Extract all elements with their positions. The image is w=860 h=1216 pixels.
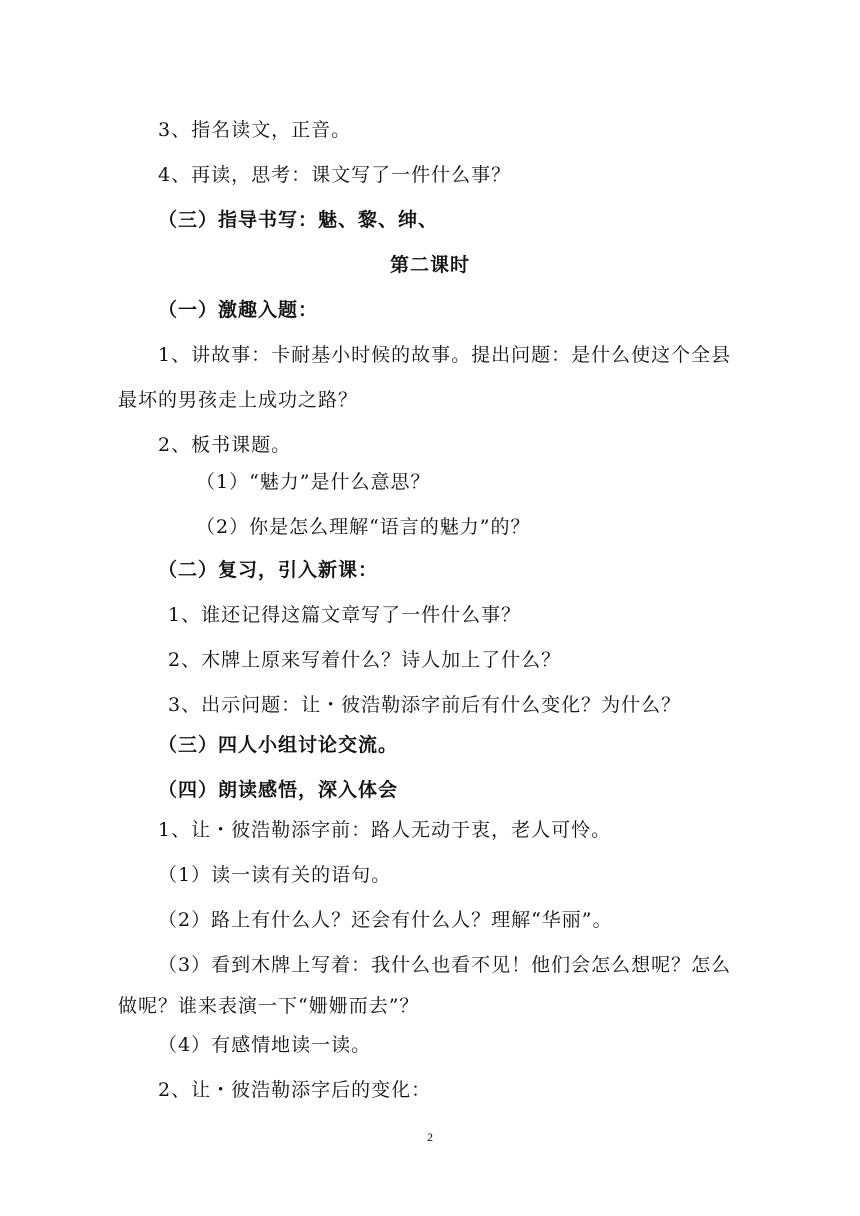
paragraph-line: 2、让・彼浩勒添字后的变化： (158, 1079, 432, 1101)
paragraph-line: 2、板书课题。 (158, 434, 292, 456)
paragraph-line: 1、让・彼浩勒添字前：路人无动于衷，老人可怜。 (158, 819, 612, 841)
paragraph-line: 3、出示问题：让・彼浩勒添字前后有什么变化？为什么？ (168, 694, 682, 716)
section-heading: （四）朗读感悟，深入体会 (158, 779, 399, 801)
paragraph-line: 1、谁还记得这篇文章写了一件什么事？ (168, 604, 522, 626)
paragraph-line: 4、再读，思考：课文写了一件什么事？ (158, 164, 512, 186)
paragraph-line: 做呢？谁来表演一下“姗姗而去”？ (118, 995, 420, 1017)
paragraph-line: （2）路上有什么人？还会有什么人？理解“华丽”。 (158, 909, 613, 931)
paragraph-line: （2）你是怎么理解“语言的魅力”的？ (196, 516, 531, 538)
page-number: 2 (427, 1130, 433, 1144)
section-heading: （一）激趣入题： (158, 299, 319, 321)
paragraph-line: （3）看到木牌上写着：我什么也看不见！他们会怎么想呢？怎么 (158, 954, 732, 976)
paragraph-line: 最坏的男孩走上成功之路？ (118, 389, 359, 411)
section-heading: （二）复习，引入新课： (158, 559, 379, 581)
paragraph-line: 1、讲故事：卡耐基小时候的故事。提出问题：是什么使这个全县 (158, 344, 732, 366)
paragraph-line: （1）“魅力”是什么意思？ (196, 471, 431, 493)
paragraph-line: （1）读一读有关的语句。 (158, 864, 392, 886)
lesson-title: 第二课时 (389, 254, 470, 276)
paragraph-line: 2、木牌上原来写着什么？诗人加上了什么？ (168, 649, 562, 671)
paragraph-line: 3、指名读文，正音。 (158, 119, 352, 141)
section-heading: （三）四人小组讨论交流。 (158, 734, 399, 756)
paragraph-line: （4）有感情地读一读。 (158, 1034, 372, 1056)
section-heading: （三）指导书写：魅、黎、绅、 (158, 209, 439, 231)
